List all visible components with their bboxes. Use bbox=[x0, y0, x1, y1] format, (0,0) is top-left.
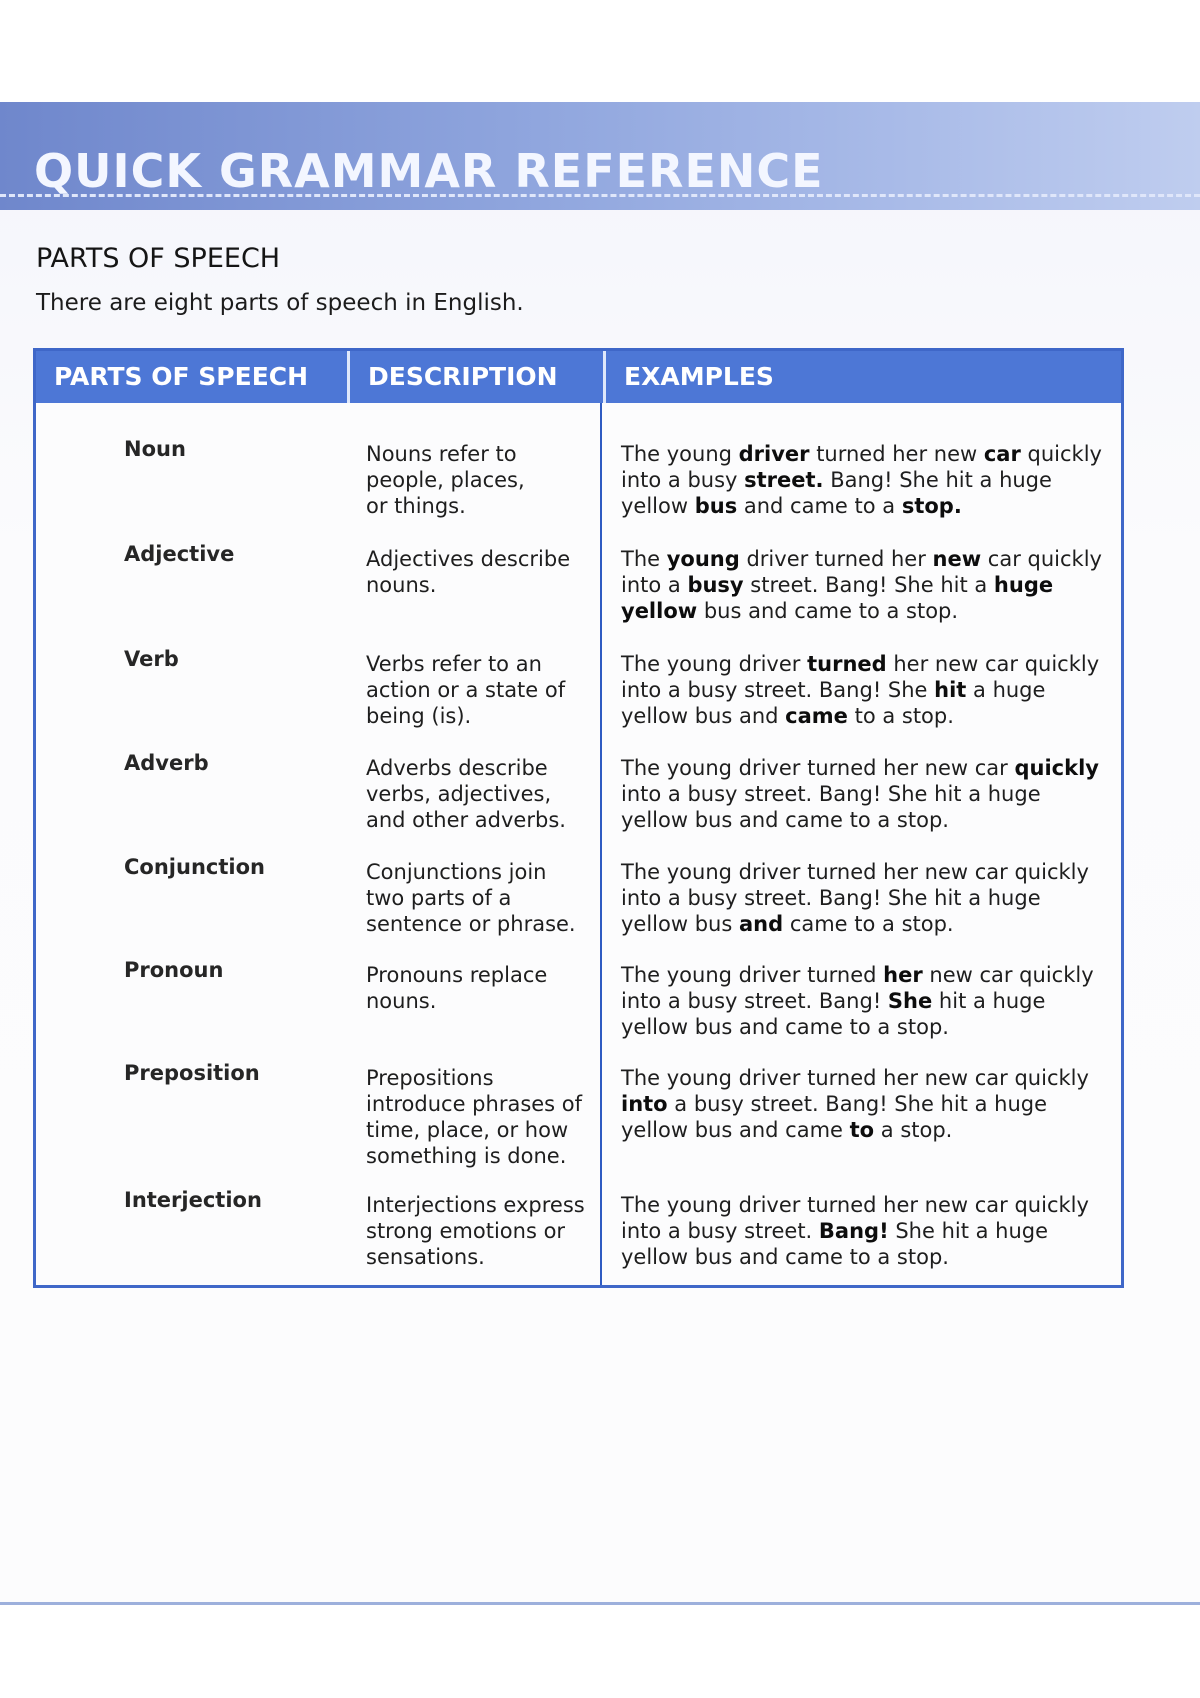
part-of-speech-cell: Adverb bbox=[124, 751, 209, 775]
example-line bbox=[621, 441, 1121, 467]
example-text: yellow bus and came to a stop. bbox=[621, 1245, 949, 1269]
example-text: a busy street. Bang! She hit a huge bbox=[667, 1092, 1048, 1116]
highlighted-word: She bbox=[887, 989, 933, 1013]
example-text: to a stop. bbox=[847, 704, 954, 728]
part-of-speech-cell: Pronoun bbox=[124, 958, 224, 982]
example-line bbox=[621, 885, 1121, 911]
example-cell bbox=[621, 755, 1121, 833]
part-of-speech-cell: Conjunction bbox=[124, 855, 265, 879]
example-line bbox=[621, 988, 1121, 1014]
description-line: or things. bbox=[366, 494, 466, 518]
example-text: into a busy street. Bang! She hit a huge bbox=[621, 782, 1041, 806]
example-text: She hit a huge bbox=[888, 1219, 1049, 1243]
description-line: people, places, bbox=[366, 468, 525, 492]
description-line: sentence or phrase. bbox=[366, 912, 576, 936]
description-line: Adverbs describe bbox=[366, 756, 548, 780]
highlighted-word: into bbox=[621, 1092, 668, 1116]
column-header-parts: PARTS OF SPEECH bbox=[54, 362, 309, 391]
highlighted-word: Bang! bbox=[818, 1219, 889, 1243]
highlighted-word: car bbox=[983, 442, 1021, 466]
description-cell bbox=[366, 755, 586, 833]
example-text: came to a stop. bbox=[783, 912, 954, 936]
table-row bbox=[36, 536, 1121, 642]
section-title: PARTS OF SPEECH bbox=[36, 243, 281, 274]
description-line: sensations. bbox=[366, 1245, 485, 1269]
example-line bbox=[621, 1091, 1121, 1117]
example-line bbox=[621, 962, 1121, 988]
example-cell bbox=[621, 962, 1121, 1040]
example-text: car quickly bbox=[981, 547, 1102, 571]
highlighted-word: and bbox=[738, 912, 784, 936]
example-line bbox=[621, 546, 1121, 572]
example-text: yellow bus and came bbox=[621, 1118, 850, 1142]
example-line bbox=[621, 911, 1121, 937]
example-text: bus and came to a stop. bbox=[697, 599, 959, 623]
example-text: into a busy street. Bang! She hit a huge bbox=[621, 886, 1041, 910]
example-text: street. Bang! She hit a bbox=[743, 573, 994, 597]
highlighted-word: hit bbox=[934, 678, 967, 702]
highlighted-word: quickly bbox=[1014, 756, 1099, 780]
highlighted-word: yellow bbox=[621, 599, 698, 623]
example-text: The young bbox=[621, 442, 739, 466]
description-cell bbox=[366, 651, 586, 729]
highlighted-word: turned bbox=[807, 652, 887, 676]
example-line bbox=[621, 859, 1121, 885]
part-of-speech-cell: Adjective bbox=[124, 542, 235, 566]
highlighted-word: young bbox=[666, 547, 740, 571]
part-of-speech-cell: Noun bbox=[124, 437, 186, 461]
example-text: into a busy street. Bang! bbox=[621, 989, 888, 1013]
example-cell bbox=[621, 651, 1121, 729]
part-of-speech-cell: Interjection bbox=[124, 1188, 262, 1212]
description-line: nouns. bbox=[366, 989, 437, 1013]
example-text: into a bbox=[621, 573, 688, 597]
highlighted-word: huge bbox=[993, 573, 1054, 597]
example-line bbox=[621, 598, 1121, 624]
example-line bbox=[621, 1014, 1121, 1040]
column-header-description: DESCRIPTION bbox=[347, 351, 600, 403]
example-text: yellow bus bbox=[621, 912, 739, 936]
example-cell bbox=[621, 441, 1121, 519]
example-text: hit a huge bbox=[932, 989, 1046, 1013]
example-text: her new car quickly bbox=[886, 652, 1100, 676]
description-line: verbs, adjectives, bbox=[366, 782, 552, 806]
table-header bbox=[36, 351, 1121, 403]
description-line: two parts of a bbox=[366, 886, 512, 910]
highlighted-word: her bbox=[883, 963, 923, 987]
description-cell bbox=[366, 859, 586, 937]
example-line bbox=[621, 755, 1121, 781]
example-text: yellow bus and came to a stop. bbox=[621, 808, 949, 832]
description-line: action or a state of bbox=[366, 678, 566, 702]
example-line bbox=[621, 1192, 1121, 1218]
table-row bbox=[36, 641, 1121, 747]
example-line bbox=[621, 572, 1121, 598]
description-cell bbox=[366, 441, 586, 519]
example-line bbox=[621, 1065, 1121, 1091]
example-line bbox=[621, 1244, 1121, 1270]
table-row bbox=[36, 431, 1121, 537]
example-line bbox=[621, 781, 1121, 807]
column-header-examples: EXAMPLES bbox=[603, 351, 1121, 403]
example-cell bbox=[621, 546, 1121, 624]
description-line: Verbs refer to an bbox=[366, 652, 542, 676]
example-cell bbox=[621, 1065, 1121, 1143]
example-text: a stop. bbox=[874, 1118, 953, 1142]
example-cell bbox=[621, 859, 1121, 937]
table-row bbox=[36, 952, 1121, 1058]
highlighted-word: busy bbox=[687, 573, 744, 597]
highlighted-word: bus bbox=[694, 494, 738, 518]
example-text: new car quickly bbox=[922, 963, 1094, 987]
description-line: time, place, or how bbox=[366, 1118, 569, 1142]
example-text: turned her new bbox=[809, 442, 984, 466]
example-line bbox=[621, 651, 1121, 677]
highlighted-word: driver bbox=[738, 442, 810, 466]
example-line bbox=[621, 1218, 1121, 1244]
description-line: and other adverbs. bbox=[366, 808, 566, 832]
page-title: QUICK GRAMMAR REFERENCE bbox=[34, 144, 824, 198]
description-cell bbox=[366, 962, 586, 1014]
description-line: Pronouns replace bbox=[366, 963, 548, 987]
description-line: nouns. bbox=[366, 573, 437, 597]
example-text: into a busy bbox=[621, 468, 745, 492]
example-line bbox=[621, 467, 1121, 493]
part-of-speech-cell: Verb bbox=[124, 647, 179, 671]
table-row bbox=[36, 745, 1121, 851]
example-text: The young driver turned bbox=[621, 963, 884, 987]
description-line: introduce phrases of bbox=[366, 1092, 583, 1116]
highlighted-word: stop. bbox=[901, 494, 962, 518]
example-text: quickly bbox=[1020, 442, 1102, 466]
table-row bbox=[36, 849, 1121, 955]
description-line: Prepositions bbox=[366, 1066, 494, 1090]
example-text: driver turned her bbox=[739, 547, 933, 571]
example-text: yellow bbox=[621, 494, 695, 518]
example-text: yellow bus and bbox=[621, 704, 786, 728]
example-text: The young driver turned her new car bbox=[621, 756, 1015, 780]
parts-of-speech-table bbox=[33, 348, 1124, 1288]
description-line: Interjections express bbox=[366, 1193, 585, 1217]
example-text: The young driver turned her new car quickly bbox=[621, 1193, 1089, 1217]
section-intro: There are eight parts of speech in English. bbox=[36, 290, 524, 316]
highlighted-word: to bbox=[849, 1118, 875, 1142]
example-text: yellow bus and came to a stop. bbox=[621, 1015, 949, 1039]
banner-divider bbox=[0, 194, 1200, 197]
example-text: and came to a bbox=[737, 494, 902, 518]
description-cell bbox=[366, 546, 586, 598]
example-line bbox=[621, 1117, 1121, 1143]
part-of-speech-cell: Preposition bbox=[124, 1061, 260, 1085]
example-line bbox=[621, 703, 1121, 729]
description-cell bbox=[366, 1065, 586, 1169]
example-text: The young driver bbox=[621, 652, 808, 676]
description-line: strong emotions or bbox=[366, 1219, 566, 1243]
description-line: being (is). bbox=[366, 704, 472, 728]
example-cell bbox=[621, 1192, 1121, 1270]
example-text: The young driver turned her new car quickly bbox=[621, 860, 1089, 884]
description-line: Adjectives describe bbox=[366, 547, 571, 571]
example-text: Bang! She hit a huge bbox=[823, 468, 1052, 492]
description-line: Conjunctions join bbox=[366, 860, 547, 884]
description-cell bbox=[366, 1192, 586, 1270]
example-line bbox=[621, 677, 1121, 703]
example-text: a huge bbox=[966, 678, 1046, 702]
table-row bbox=[36, 1055, 1121, 1168]
description-line: Nouns refer to bbox=[366, 442, 517, 466]
highlighted-word: came bbox=[785, 704, 848, 728]
example-line bbox=[621, 807, 1121, 833]
example-text: into a busy street. bbox=[621, 1219, 819, 1243]
description-line: something is done. bbox=[366, 1144, 567, 1168]
table-row bbox=[36, 1182, 1121, 1288]
highlighted-word: street. bbox=[744, 468, 824, 492]
example-text: The bbox=[621, 547, 667, 571]
example-line bbox=[621, 493, 1121, 519]
header-banner bbox=[0, 102, 1200, 210]
example-text: The young driver turned her new car quickly bbox=[621, 1066, 1089, 1090]
example-text: into a busy street. Bang! She bbox=[621, 678, 935, 702]
highlighted-word: new bbox=[932, 547, 982, 571]
